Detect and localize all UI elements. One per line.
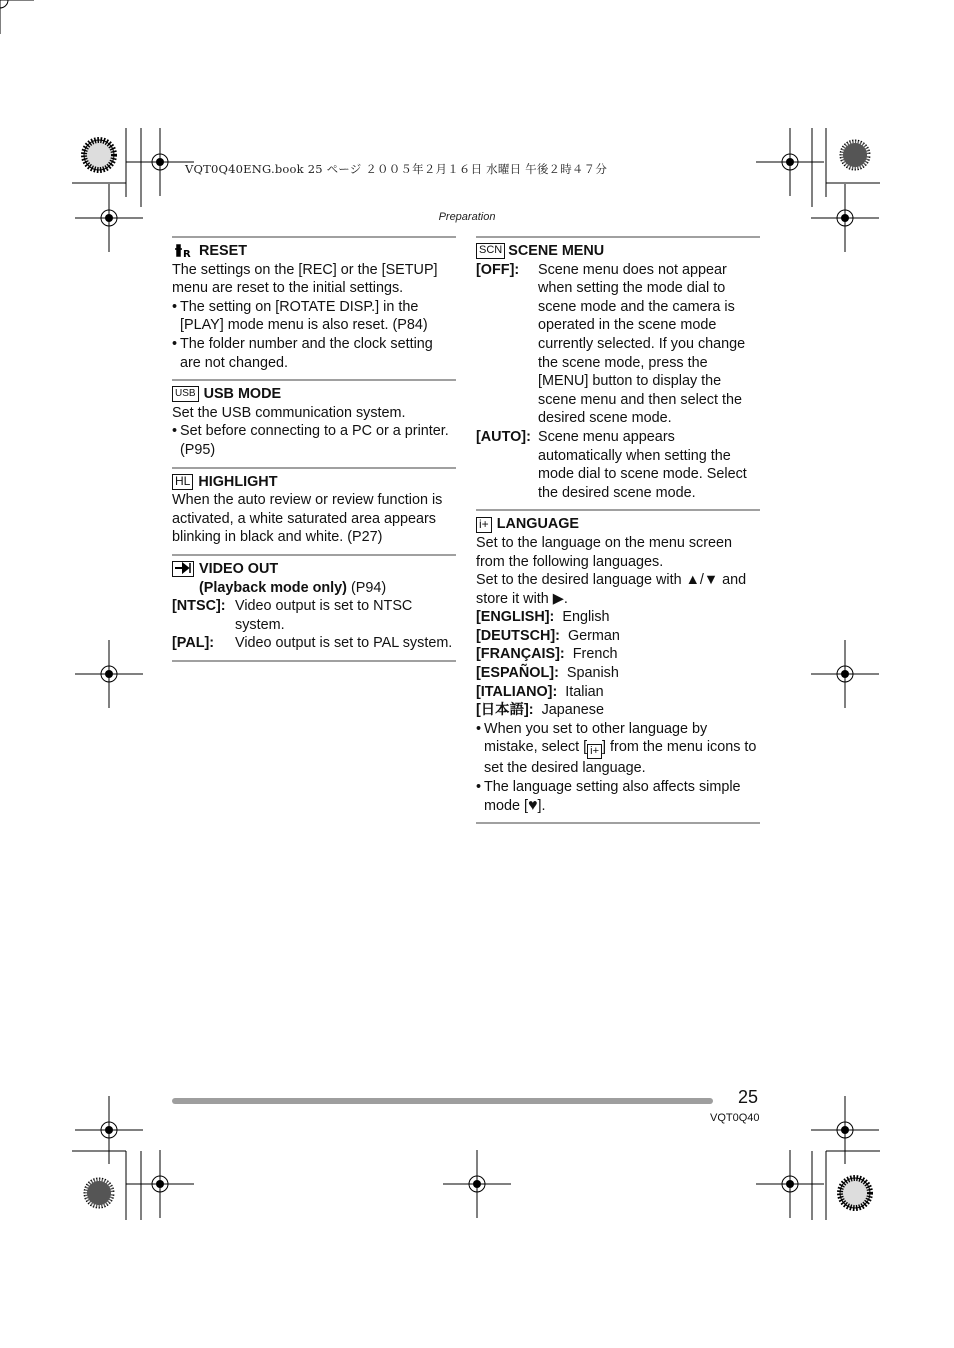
language-option: [ENGLISH]: English: [476, 609, 610, 626]
svg-text:R: R: [183, 249, 191, 260]
video-out-title: VIDEO OUT: [172, 560, 456, 579]
language-option: [日本語]: Japanese: [476, 702, 604, 719]
language-option: [FRANÇAIS]: French: [476, 646, 618, 663]
usb-icon: USB: [172, 386, 199, 402]
section-label: Preparation: [438, 211, 496, 223]
language-option: [ITALIANO]: Italian: [476, 683, 604, 700]
right-column: [476, 236, 760, 824]
scene-icon: SCN: [476, 243, 505, 259]
language-title: i+ LANGUAGE: [476, 515, 760, 534]
language-body-1: Set to the language on the menu screen from the following languages.: [476, 534, 733, 570]
language-icon: i+: [587, 744, 602, 759]
usb-bullet-1: • Set before connecting to a PC or a printer. (P95): [172, 422, 456, 459]
page-number: 25: [738, 1087, 759, 1107]
highlight-body: When the auto review or review function is activated, a white saturated area appears blinking in black and white. (P27): [172, 492, 443, 546]
highlight-title: HL HIGHLIGHT: [172, 473, 456, 492]
scene-menu-section: [476, 236, 760, 509]
highlight-icon: HL: [172, 474, 193, 490]
language-icon: i+: [476, 517, 492, 533]
video-out-section: [172, 554, 456, 662]
heart-icon: ♥: [528, 796, 538, 814]
video-out-icon: [172, 561, 194, 577]
scene-option: [AUTO]: Scene menu appears automatically when setting the mode dial to scene mode. Select the desired scene mode.: [476, 428, 747, 501]
usb-body: Set the USB communication system.: [172, 404, 406, 421]
reset-body: The settings on the [REC] or the [SETUP] menu are reset to the initial settings.: [172, 261, 438, 297]
left-column: [172, 236, 456, 662]
reset-bullet-1: • The setting on [ROTATE DISP.] in the [PLAY] mode menu is also reset. (P84): [172, 298, 456, 335]
language-option: [DEUTSCH]: German: [476, 627, 620, 644]
model-code: VQT0Q40: [710, 1112, 760, 1124]
reset-icon: [172, 243, 194, 259]
video-out-subtitle: (Playback mode only) (P94): [199, 579, 387, 596]
scene-option: [OFF]: Scene menu does not appear when setting the mode dial to scene mode and the camera is operated in the scene mode currently selected. If you change the scene mode, press the [MENU] button to display the scene menu and then select the desired scene mode.: [476, 261, 746, 427]
reset-title: R RESET: [172, 242, 456, 261]
video-out-option: [PAL]: Video output is set to PAL system.: [172, 635, 453, 652]
video-out-option: [NTSC]: Video output is set to NTSC system.: [172, 598, 413, 633]
language-bullet-2: • The language setting also affects simple mode [♥].: [476, 778, 760, 815]
language-option: [ESPAÑOL]: Spanish: [476, 665, 619, 682]
usb-title: USB USB MODE: [172, 385, 456, 404]
footer-bar: [172, 1098, 713, 1104]
language-section: [476, 509, 760, 824]
usb-section: [172, 379, 456, 466]
highlight-section: [172, 467, 456, 554]
language-bullet-1: • When you set to other language by mistake, select [ i+ ] from the menu icons to set the desired language.: [476, 720, 760, 778]
print-header: VQT0Q40ENG.book 25 ページ ２００５年２月１６日 水曜日 午後２時４７分: [185, 162, 608, 176]
scene-menu-title: SCN SCENE MENU: [476, 242, 760, 261]
reset-bullet-2: • The folder number and the clock setting are not changed.: [172, 335, 456, 372]
reset-section: [172, 236, 456, 379]
language-body-2: Set to the desired language with ▲/▼ and store it with ▶.: [476, 572, 747, 607]
